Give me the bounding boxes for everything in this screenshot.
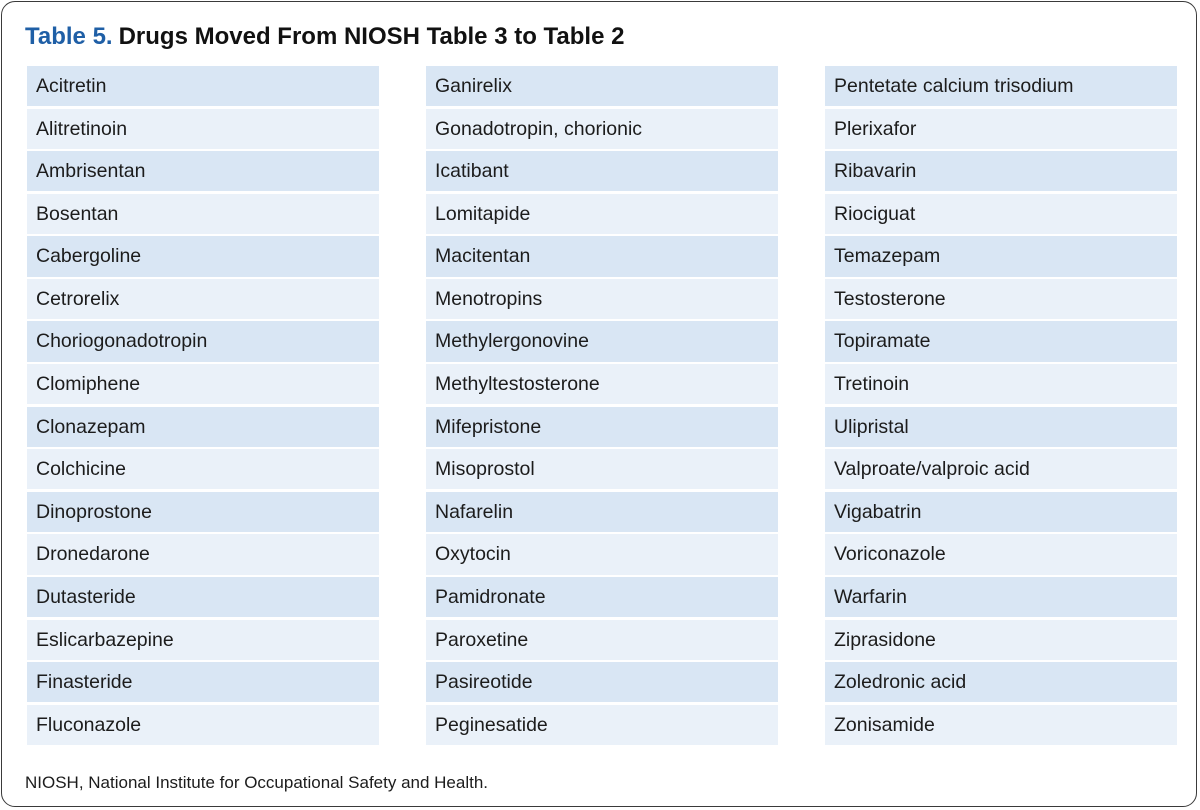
drug-cell: Voriconazole — [825, 534, 1177, 574]
drug-cell: Topiramate — [825, 321, 1177, 361]
drug-cell: Pamidronate — [426, 577, 778, 617]
drug-cell: Colchicine — [27, 449, 379, 489]
drug-cell: Eslicarbazepine — [27, 620, 379, 660]
drug-cell: Pentetate calcium trisodium — [825, 66, 1177, 106]
drug-cell: Paroxetine — [426, 620, 778, 660]
drug-cell: Oxytocin — [426, 534, 778, 574]
drug-column-3 — [825, 66, 1177, 747]
drug-cell: Misoprostol — [426, 449, 778, 489]
drug-cell: Valproate/valproic acid — [825, 449, 1177, 489]
drug-cell: Plerixafor — [825, 109, 1177, 149]
drug-cell: Clonazepam — [27, 407, 379, 447]
table-title — [25, 21, 624, 53]
drug-cell: Riociguat — [825, 194, 1177, 234]
drug-cell: Clomiphene — [27, 364, 379, 404]
drug-cell: Tretinoin — [825, 364, 1177, 404]
drug-cell: Testosterone — [825, 279, 1177, 319]
drug-cell: Macitentan — [426, 236, 778, 276]
drug-cell: Zonisamide — [825, 705, 1177, 745]
drug-cell: Ziprasidone — [825, 620, 1177, 660]
drug-cell: Zoledronic acid — [825, 662, 1177, 702]
drug-cell: Lomitapide — [426, 194, 778, 234]
drug-column-2 — [426, 66, 778, 747]
drug-cell: Icatibant — [426, 151, 778, 191]
drug-cell: Cabergoline — [27, 236, 379, 276]
drug-cell: Ganirelix — [426, 66, 778, 106]
drug-cell: Choriogonadotropin — [27, 321, 379, 361]
drug-cell: Nafarelin — [426, 492, 778, 532]
drug-column-1 — [27, 66, 379, 747]
drug-cell: Mifepristone — [426, 407, 778, 447]
table-footnote: NIOSH, National Institute for Occupational Safety and Health. — [25, 773, 489, 792]
drug-cell: Acitretin — [27, 66, 379, 106]
drug-cell: Cetrorelix — [27, 279, 379, 319]
drug-cell: Methyltestosterone — [426, 364, 778, 404]
drug-cell: Pasireotide — [426, 662, 778, 702]
drug-cell: Dronedarone — [27, 534, 379, 574]
drug-cell: Gonadotropin, chorionic — [426, 109, 778, 149]
drug-cell: Finasteride — [27, 662, 379, 702]
drug-cell: Peginesatide — [426, 705, 778, 745]
drug-cell: Vigabatrin — [825, 492, 1177, 532]
drug-cell: Methylergonovine — [426, 321, 778, 361]
drug-cell: Temazepam — [825, 236, 1177, 276]
table-frame — [1, 1, 1197, 807]
table-title-text: Drugs Moved From NIOSH Table 3 to Table 2 — [118, 23, 625, 50]
drug-cell: Fluconazole — [27, 705, 379, 745]
drug-cell: Ambrisentan — [27, 151, 379, 191]
table-number: Table 5. — [25, 23, 113, 50]
drug-cell: Dinoprostone — [27, 492, 379, 532]
drug-cell: Ribavarin — [825, 151, 1177, 191]
drug-cell: Alitretinoin — [27, 109, 379, 149]
drug-cell: Dutasteride — [27, 577, 379, 617]
drug-cell: Bosentan — [27, 194, 379, 234]
drug-cell: Ulipristal — [825, 407, 1177, 447]
drug-cell: Warfarin — [825, 577, 1177, 617]
drug-cell: Menotropins — [426, 279, 778, 319]
